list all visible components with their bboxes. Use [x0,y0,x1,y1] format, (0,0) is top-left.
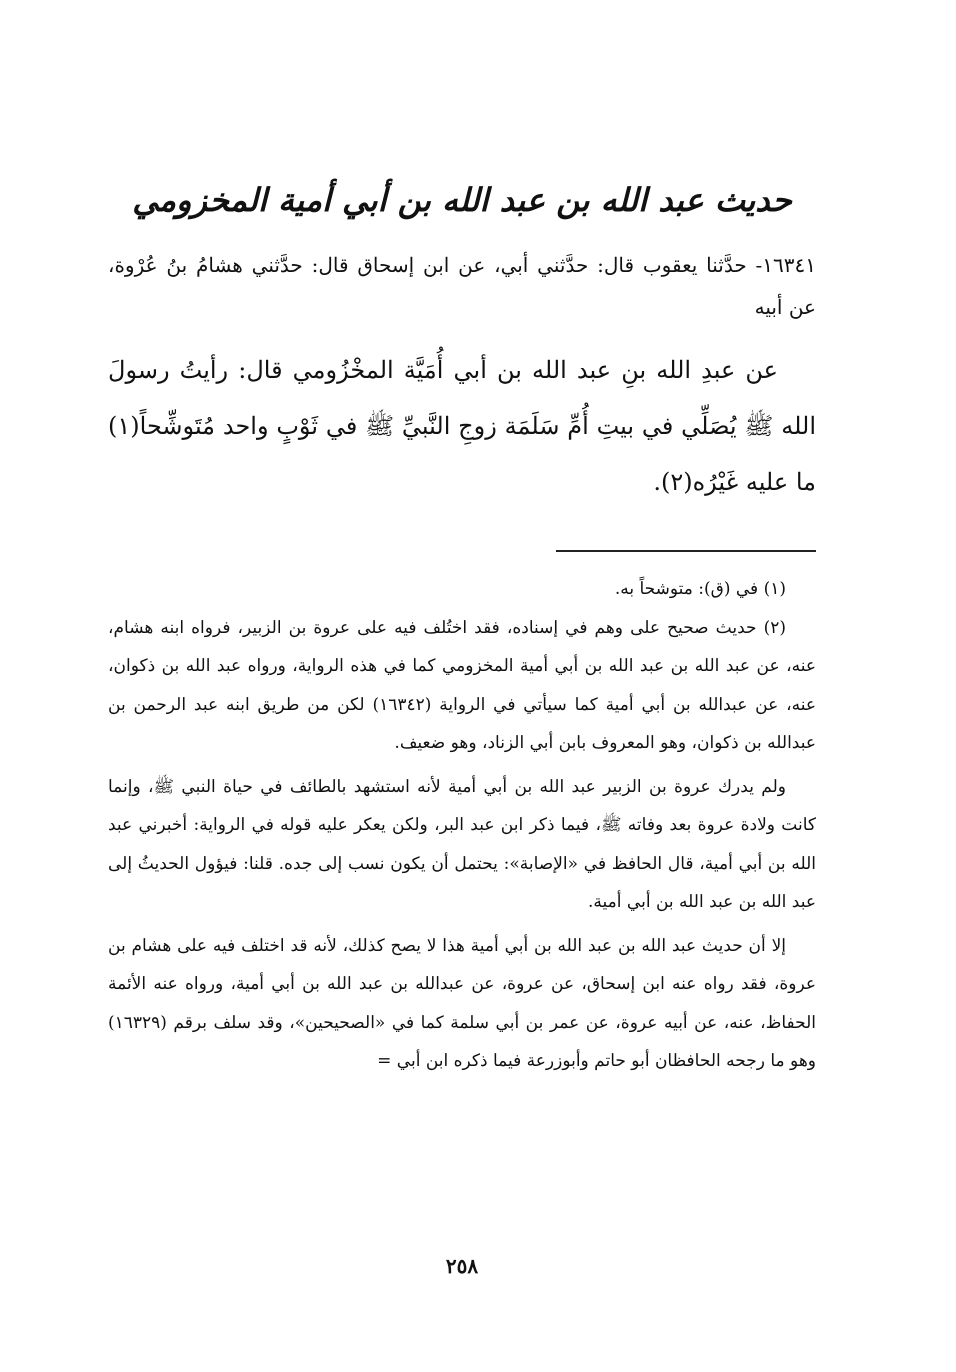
hadith-isnad: ١٦٣٤١- حدَّثنا يعقوب قال: حدَّثني أبي، عن ابن إسحاق قال: حدَّثني هشامُ بنُ عُرْوة، عن أبيه [108,253,816,319]
footnote-2-continuation: إلا أن حديث عبد الله بن عبد الله بن أبي أمية هذا لا يصح كذلك، لأنه قد اختلف فيه على هشام بن عروة، فقد رواه عنه ابن إسحاق، عن عروة، عن عبدالله بن عبد الله بن أبي أمية، ورواه عنه الأئمة الحفاظ، عنه، عن أبيه عروة، عن عمر بن أبي سلمة كما في «الصحيحين»، وقد سلف برقم (١٦٣٢٩) وهو ما رجحه الحافظان أبو حاتم وأبوزرعة فيما ذكره ابن أبي = [108,935,816,1071]
chapter-title: حديث عبد الله بن عبد الله بن أبي أمية المخزومي [132,181,792,219]
book-page [108,150,816,1300]
footnote-2: (٢) حديث صحيح على وهم في إسناده، فقد اختُلف فيه على عروة بن الزبير، فرواه ابنه هشام، عنه، عن عبد الله بن عبد الله بن أبي أمية المخزومي كما في هذه الرواية، ورواه عبد الله بن ذكوان، عنه، عن عبدالله بن أبي أمية كما سيأتي في الرواية (١٦٣٤٢) لكن من طريق ابنه عبد الرحمن بن عبدالله بن ذكوان، وهو المعروف بابن أبي الزناد، وهو ضعيف. [108,617,816,753]
footnote-1: (١) في (ق): متوشحاً به. [614,579,786,599]
footnote-2-continuation: ولم يدرك عروة بن الزبير عبد الله بن أبي أمية لأنه استشهد بالطائف في حياة النبي ﷺ، وإنما كانت ولادة عروة بعد وفاته ﷺ، فيما ذكر ابن عبد البر، ولكن يعكر عليه قوله في الرواية: أخبرني عبد الله بن أبي أمية، قال الحافظ في «الإصابة»: يحتمل أن يكون نسب إلى جده. قلنا: فيؤول الحديثُ إلى عبد الله بن عبد الله بن أبي أمية. [108,776,816,912]
footnotes [108,570,816,1081]
footnote-separator [556,550,816,552]
hadith-matn: عن عبدِ الله بنِ عبد الله بن أبي أُمَيَّة المخْزُومي قال: رأيتُ رسولَ الله ﷺ يُصَلِّي في بيتِ أُمِّ سَلَمَة زوجِ النَّبيِّ ﷺ في ثَوْبٍ واحد مُتَوشِّحاً(١) ما عليه غَيْرُه(٢). [108,356,817,496]
page-number: ٢٥٨ [445,1254,479,1278]
